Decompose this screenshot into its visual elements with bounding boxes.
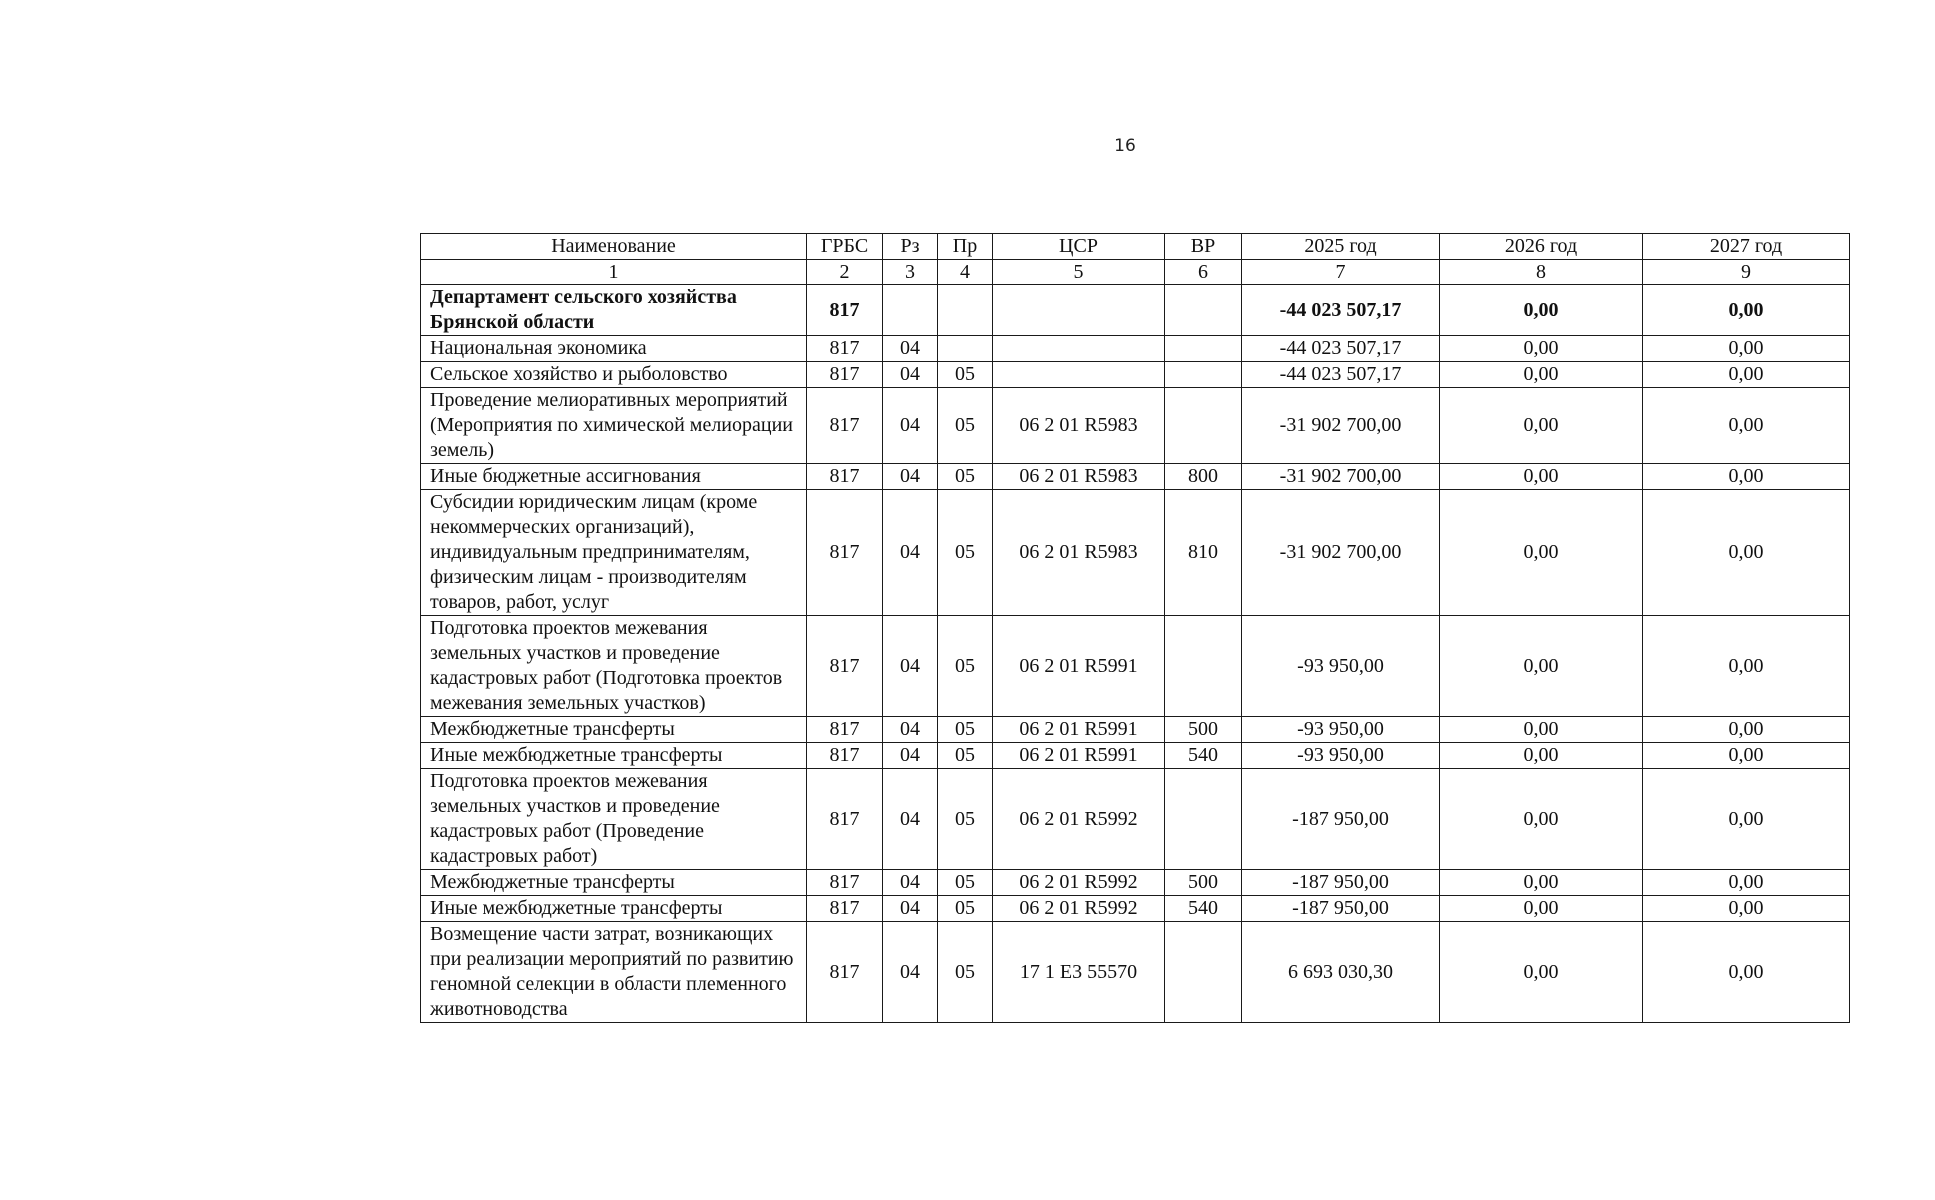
cell-csr: [993, 336, 1165, 362]
cell-vr: 810: [1165, 490, 1242, 616]
table-row: [421, 769, 1850, 870]
cell-csr: [993, 285, 1165, 336]
cell-rz: 04: [883, 464, 938, 490]
table-row: [421, 743, 1850, 769]
cell-name: Межбюджетные трансферты: [421, 717, 807, 743]
cell-rz: 04: [883, 769, 938, 870]
cell-csr: 06 2 01 R5992: [993, 769, 1165, 870]
page-number: 16: [1114, 136, 1136, 156]
col-number: 8: [1440, 260, 1643, 285]
col-header-2025: 2025 год: [1242, 234, 1440, 260]
cell-2027: 0,00: [1643, 896, 1850, 922]
cell-2025: -44 023 507,17: [1242, 336, 1440, 362]
cell-2026: 0,00: [1440, 490, 1643, 616]
table-row: [421, 388, 1850, 464]
cell-pr: 05: [938, 922, 993, 1023]
col-header-2027: 2027 год: [1643, 234, 1850, 260]
col-number: 2: [807, 260, 883, 285]
cell-rz: 04: [883, 870, 938, 896]
cell-rz: 04: [883, 490, 938, 616]
cell-name: Иные межбюджетные трансферты: [421, 743, 807, 769]
cell-2027: 0,00: [1643, 336, 1850, 362]
table-row: [421, 896, 1850, 922]
cell-name: Национальная экономика: [421, 336, 807, 362]
cell-2027: 0,00: [1643, 388, 1850, 464]
table-row: [421, 362, 1850, 388]
cell-vr: [1165, 769, 1242, 870]
col-number: 9: [1643, 260, 1850, 285]
cell-2027: 0,00: [1643, 616, 1850, 717]
cell-2027: 0,00: [1643, 870, 1850, 896]
table-row: [421, 490, 1850, 616]
col-number: 3: [883, 260, 938, 285]
col-number: 7: [1242, 260, 1440, 285]
cell-2025: -187 950,00: [1242, 896, 1440, 922]
cell-2027: 0,00: [1643, 490, 1850, 616]
cell-2025: -31 902 700,00: [1242, 464, 1440, 490]
cell-2027: 0,00: [1643, 769, 1850, 870]
cell-vr: [1165, 922, 1242, 1023]
cell-2025: 6 693 030,30: [1242, 922, 1440, 1023]
cell-name: Подготовка проектов межевания земельных участков и проведение кадастровых работ (Проведение кадастровых работ): [421, 769, 807, 870]
cell-name: Межбюджетные трансферты: [421, 870, 807, 896]
cell-name: Подготовка проектов межевания земельных участков и проведение кадастровых работ (Подготовка проектов межевания земельных участков): [421, 616, 807, 717]
cell-2025: -187 950,00: [1242, 870, 1440, 896]
cell-pr: 05: [938, 388, 993, 464]
cell-csr: [993, 362, 1165, 388]
cell-2025: -31 902 700,00: [1242, 490, 1440, 616]
cell-2026: 0,00: [1440, 717, 1643, 743]
cell-pr: 05: [938, 616, 993, 717]
cell-csr: 06 2 01 R5983: [993, 464, 1165, 490]
cell-grbs: 817: [807, 717, 883, 743]
cell-grbs: 817: [807, 362, 883, 388]
cell-2027: 0,00: [1643, 362, 1850, 388]
header-row: [421, 234, 1850, 260]
cell-2025: -44 023 507,17: [1242, 285, 1440, 336]
cell-pr: [938, 336, 993, 362]
cell-2026: 0,00: [1440, 285, 1643, 336]
col-header-vr: ВР: [1165, 234, 1242, 260]
cell-rz: 04: [883, 922, 938, 1023]
cell-pr: 05: [938, 464, 993, 490]
cell-grbs: 817: [807, 616, 883, 717]
cell-rz: 04: [883, 717, 938, 743]
cell-pr: 05: [938, 362, 993, 388]
cell-vr: [1165, 285, 1242, 336]
column-number-row: [421, 260, 1850, 285]
cell-grbs: 817: [807, 870, 883, 896]
cell-2025: -44 023 507,17: [1242, 362, 1440, 388]
cell-2026: 0,00: [1440, 464, 1643, 490]
cell-2027: 0,00: [1643, 285, 1850, 336]
cell-grbs: 817: [807, 769, 883, 870]
cell-pr: 05: [938, 717, 993, 743]
cell-rz: 04: [883, 362, 938, 388]
cell-2025: -93 950,00: [1242, 616, 1440, 717]
table-body: [421, 285, 1850, 1023]
cell-csr: 06 2 01 R5983: [993, 490, 1165, 616]
cell-name: Субсидии юридическим лицам (кроме некоммерческих организаций), индивидуальным предпринимателям, физическим лицам - производителям товаров, работ, услуг: [421, 490, 807, 616]
cell-2027: 0,00: [1643, 464, 1850, 490]
cell-csr: 06 2 01 R5992: [993, 896, 1165, 922]
cell-csr: 06 2 01 R5991: [993, 717, 1165, 743]
cell-grbs: 817: [807, 336, 883, 362]
table-row: [421, 870, 1850, 896]
cell-name: Иные бюджетные ассигнования: [421, 464, 807, 490]
cell-2026: 0,00: [1440, 388, 1643, 464]
table-row: [421, 464, 1850, 490]
col-header-name: Наименование: [421, 234, 807, 260]
cell-2026: 0,00: [1440, 362, 1643, 388]
cell-name: Проведение мелиоративных мероприятий (Мероприятия по химической мелиорации земель): [421, 388, 807, 464]
cell-rz: 04: [883, 336, 938, 362]
cell-rz: 04: [883, 743, 938, 769]
cell-vr: 540: [1165, 743, 1242, 769]
cell-vr: 500: [1165, 717, 1242, 743]
col-header-2026: 2026 год: [1440, 234, 1643, 260]
cell-2025: -187 950,00: [1242, 769, 1440, 870]
col-header-grbs: ГРБС: [807, 234, 883, 260]
cell-vr: [1165, 616, 1242, 717]
cell-rz: 04: [883, 616, 938, 717]
cell-2027: 0,00: [1643, 717, 1850, 743]
cell-vr: 540: [1165, 896, 1242, 922]
cell-name: Возмещение части затрат, возникающих при реализации мероприятий по развитию геномной селекции в области племенного животноводства: [421, 922, 807, 1023]
cell-2025: -93 950,00: [1242, 717, 1440, 743]
cell-vr: 500: [1165, 870, 1242, 896]
cell-grbs: 817: [807, 464, 883, 490]
cell-name: Иные межбюджетные трансферты: [421, 896, 807, 922]
cell-name: Департамент сельского хозяйства Брянской области: [421, 285, 807, 336]
cell-pr: [938, 285, 993, 336]
col-number: 1: [421, 260, 807, 285]
cell-grbs: 817: [807, 388, 883, 464]
cell-rz: 04: [883, 896, 938, 922]
cell-grbs: 817: [807, 285, 883, 336]
cell-pr: 05: [938, 896, 993, 922]
cell-2026: 0,00: [1440, 336, 1643, 362]
cell-pr: 05: [938, 870, 993, 896]
cell-csr: 06 2 01 R5991: [993, 616, 1165, 717]
cell-rz: [883, 285, 938, 336]
cell-2025: -93 950,00: [1242, 743, 1440, 769]
cell-2025: -31 902 700,00: [1242, 388, 1440, 464]
col-number: 4: [938, 260, 993, 285]
cell-csr: 06 2 01 R5983: [993, 388, 1165, 464]
cell-grbs: 817: [807, 922, 883, 1023]
col-number: 5: [993, 260, 1165, 285]
cell-grbs: 817: [807, 743, 883, 769]
cell-vr: [1165, 362, 1242, 388]
table-row: [421, 717, 1850, 743]
cell-pr: 05: [938, 743, 993, 769]
cell-pr: 05: [938, 769, 993, 870]
cell-grbs: 817: [807, 896, 883, 922]
table-row: [421, 922, 1850, 1023]
budget-table: [420, 233, 1850, 1023]
col-header-rz: Рз: [883, 234, 938, 260]
table-row: [421, 616, 1850, 717]
table-row: [421, 336, 1850, 362]
cell-name: Сельское хозяйство и рыболовство: [421, 362, 807, 388]
cell-csr: 06 2 01 R5992: [993, 870, 1165, 896]
cell-vr: [1165, 388, 1242, 464]
cell-vr: [1165, 336, 1242, 362]
cell-2026: 0,00: [1440, 743, 1643, 769]
cell-pr: 05: [938, 490, 993, 616]
table-row: [421, 285, 1850, 336]
cell-2026: 0,00: [1440, 616, 1643, 717]
cell-2026: 0,00: [1440, 870, 1643, 896]
cell-2026: 0,00: [1440, 769, 1643, 870]
cell-2027: 0,00: [1643, 922, 1850, 1023]
cell-rz: 04: [883, 388, 938, 464]
cell-2027: 0,00: [1643, 743, 1850, 769]
cell-csr: 17 1 E3 55570: [993, 922, 1165, 1023]
cell-grbs: 817: [807, 490, 883, 616]
cell-2026: 0,00: [1440, 922, 1643, 1023]
col-header-csr: ЦСР: [993, 234, 1165, 260]
col-number: 6: [1165, 260, 1242, 285]
cell-csr: 06 2 01 R5991: [993, 743, 1165, 769]
cell-vr: 800: [1165, 464, 1242, 490]
cell-2026: 0,00: [1440, 896, 1643, 922]
col-header-pr: Пр: [938, 234, 993, 260]
